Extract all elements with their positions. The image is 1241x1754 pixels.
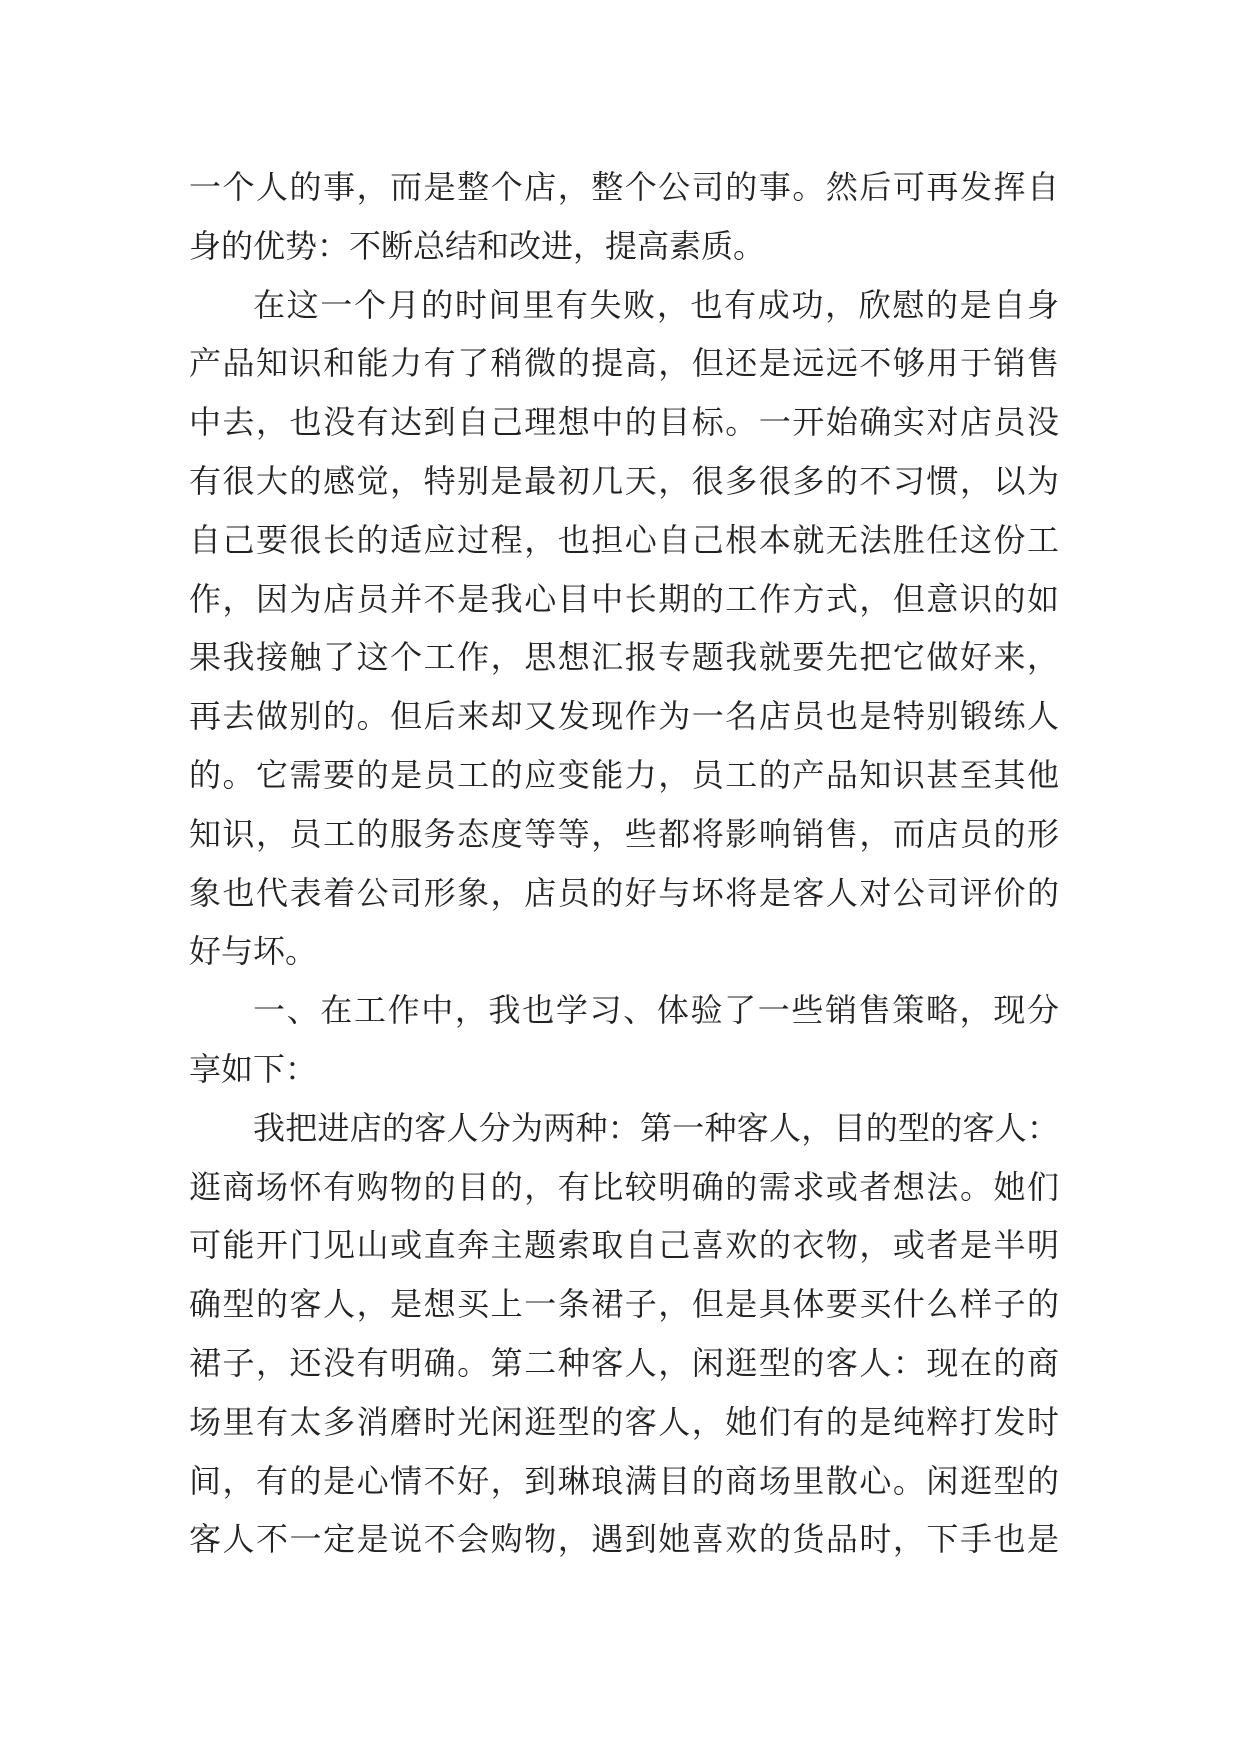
- text-line: 自己要很长的适应过程，也担心自己根本就无法胜任这份工: [189, 520, 1059, 559]
- text-line: 知识，员工的服务态度等等，些都将影响销售，而店员的形: [189, 814, 1059, 853]
- text-line: 在这一个月的时间里有失败，也有成功，欣慰的是自身: [253, 285, 1059, 324]
- text-line: 身的优势：不断总结和改进，提高素质。: [189, 226, 766, 265]
- text-line: 享如下：: [189, 1049, 318, 1088]
- text-line: 产品知识和能力有了稍微的提高，但还是远远不够用于销售: [189, 344, 1059, 383]
- text-line: 一个人的事，而是整个店，整个公司的事。然后可再发挥自: [189, 168, 1059, 206]
- body-text: [189, 158, 1059, 1569]
- text-line: 我把进店的客人分为两种：第一种客人，目的型的客人：: [253, 1108, 1059, 1147]
- text-line: 果我接触了这个工作，思想汇报专题我就要先把它做好来，: [189, 638, 1059, 677]
- text-line: 间，有的是心情不好，到琳琅满目的商场里散心。闲逛型的: [189, 1461, 1059, 1500]
- text-line: 象也代表着公司形象，店员的好与坏将是客人对公司评价的: [189, 873, 1059, 912]
- text-line: 可能开门见山或直奔主题索取自己喜欢的衣物，或者是半明: [189, 1226, 1059, 1265]
- text-line: 裙子，还没有明确。第二种客人，闲逛型的客人：现在的商: [189, 1343, 1059, 1382]
- text-line: 客人不一定是说不会购物，遇到她喜欢的货品时，下手也是: [189, 1520, 1059, 1559]
- text-line: 逛商场怀有购物的目的，有比较明确的需求或者想法。她们: [189, 1167, 1059, 1206]
- text-line: 有很大的感觉，特别是最初几天，很多很多的不习惯，以为: [189, 461, 1059, 500]
- text-line: 好与坏。: [189, 932, 318, 971]
- text-line: 作，因为店员并不是我心目中长期的工作方式，但意识的如: [189, 579, 1059, 618]
- text-line: 一、在工作中，我也学习、体验了一些销售策略，现分: [253, 991, 1059, 1030]
- text-line: 的。它需要的是员工的应变能力，员工的产品知识甚至其他: [189, 755, 1059, 794]
- text-line: 再去做别的。但后来却又发现作为一名店员也是特别锻练人: [189, 697, 1059, 736]
- text-line: 场里有太多消磨时光闲逛型的客人，她们有的是纯粹打发时: [189, 1402, 1059, 1441]
- text-line: 中去，也没有达到自己理想中的目标。一开始确实对店员没: [189, 403, 1059, 442]
- text-line: 确型的客人，是想买上一条裙子，但是具体要买什么样子的: [189, 1285, 1059, 1324]
